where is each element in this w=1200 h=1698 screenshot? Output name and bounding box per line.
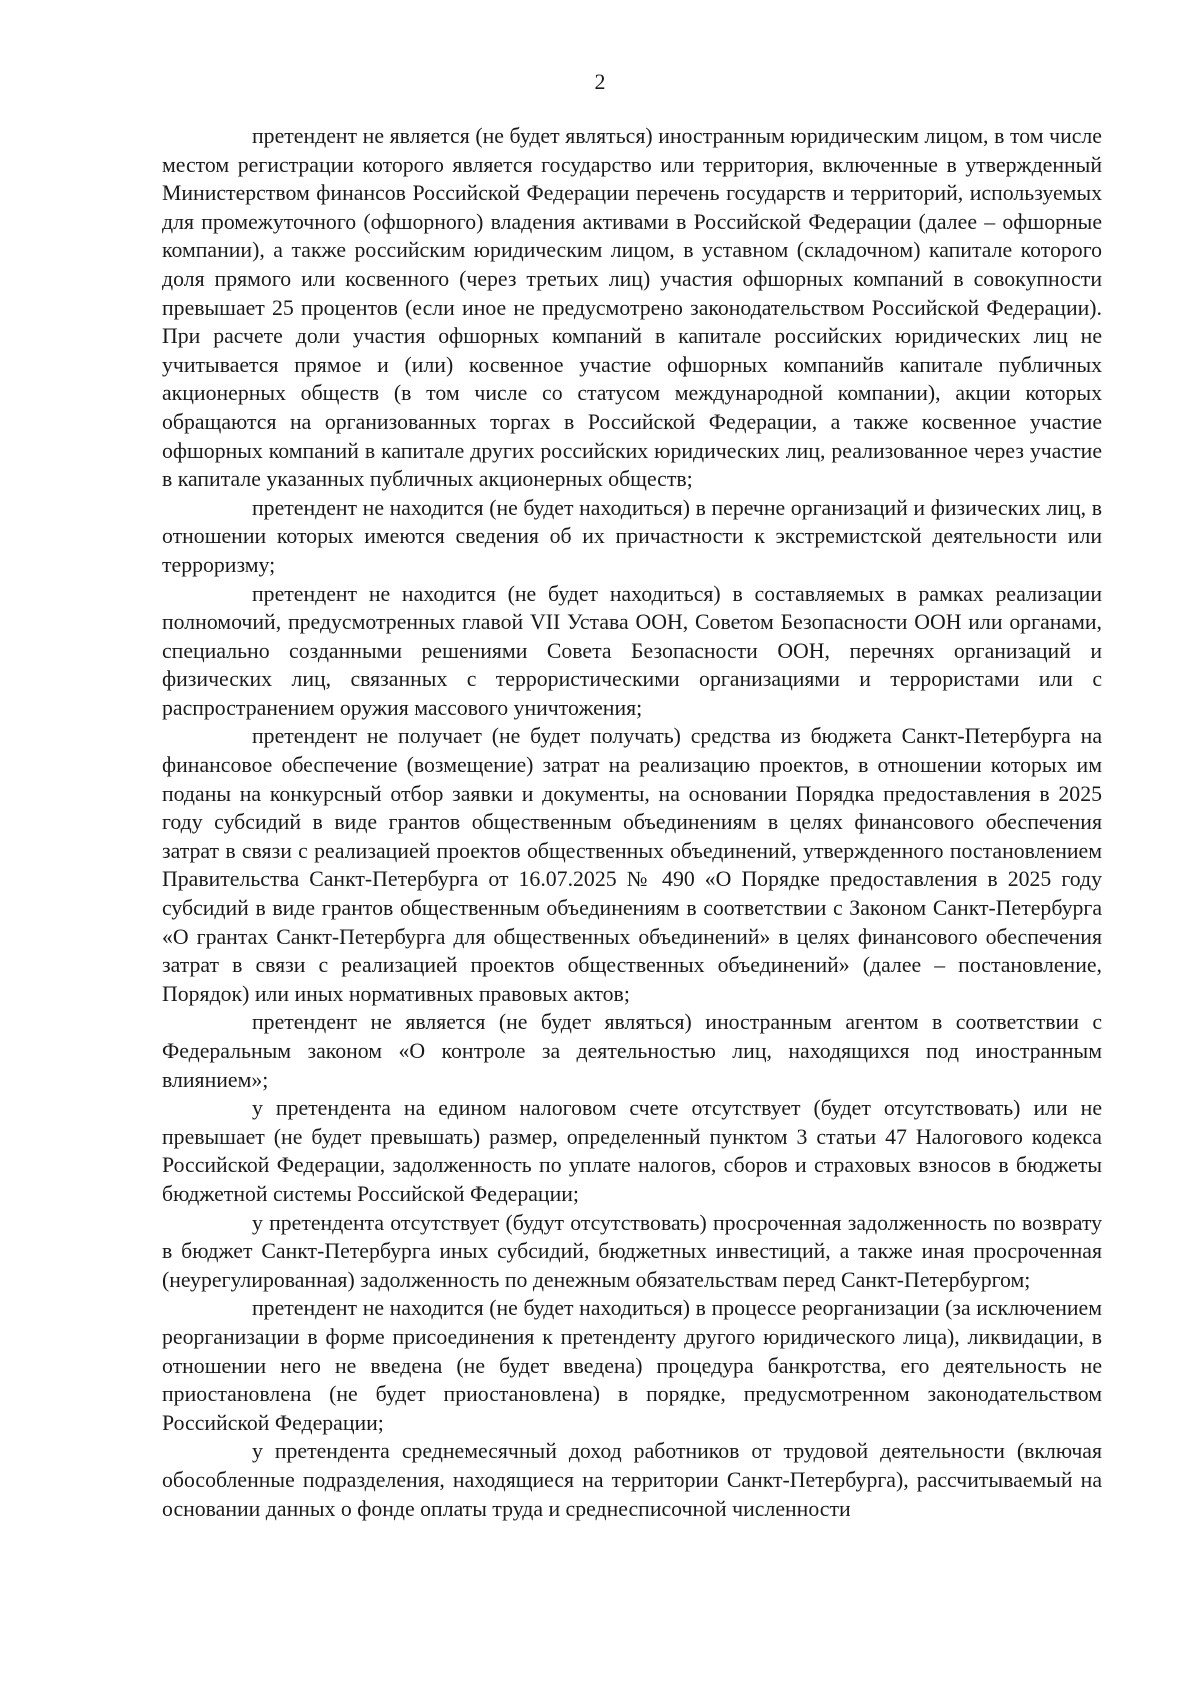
document-body <box>162 122 1102 1523</box>
paragraph-extremism-list: претендент не находится (не будет находиться) в перечне организаций и физических лиц, в отношении которых имеются сведения об их причастности к экстремистской деятельности или терроризму; <box>162 495 1102 577</box>
paragraph-offshore-status: претендент не является (не будет являться) иностранным юридическим лицом, в том числе местом регистрации которого является государство или территория, включенные в утвержденный Министерством финансов Российской Федерации перечень государств и территорий, используемых для промежуточного (офшорного) владения активами в Российской Федерации (далее – офшорные компании), а также российским юридическим лицом, в уставном (складочном) капитале которого доля прямого или косвенного (через третьих лиц) участия офшорных компаний в совокупности превышает 25 процентов (если иное не предусмотрено законодательством Российской Федерации). При расчете доли участия офшорных компаний в капитале российских юридических лиц не учитывается прямое и (или) косвенное участие офшорных компанийв капитале публичных акционерных обществ (в том числе со статусом международной компании), акции которых обращаются на организованных торгах в Российской Федерации, а также косвенное участие офшорных компаний в капитале других российских юридических лиц, реализованное через участие в капитале указанных публичных акционерных обществ; <box>162 124 1102 492</box>
paragraph-no-other-budget-funds: претендент не получает (не будет получать) средства из бюджета Санкт-Петербурга на финансовое обеспечение (возмещение) затрат на реализацию проектов, в отношении которых им поданы на конкурсный отбор заявки и документы, на основании Порядка предоставления в 2025 году субсидий в виде грантов общественным объединениям в целях финансового обеспечения затрат в связи с реализацией проектов общественных объединений, утвержденного постановлением Правительства Санкт-Петербурга от 16.07.2025 № 490 «О Порядке предоставления в 2025 году субсидий в виде грантов общественным объединениям в соответствии с Законом Санкт-Петербурга «О грантах Санкт-Петербурга для общественных объединений» в целях финансового обеспечения затрат в связи с реализацией проектов общественных объединений» (далее – постановление, Порядок) или иных нормативных правовых актов; <box>162 724 1102 1006</box>
paragraph-tax-debt: у претендента на едином налоговом счете отсутствует (будет отсутствовать) или не превышает (не будет превышать) размер, определенный пунктом 3 статьи 47 Налогового кодекса Российской Федерации, задолженность по уплате налогов, сборов и страховых взносов в бюджеты бюджетной системы Российской Федерации; <box>162 1096 1102 1206</box>
paragraph-overdue-debt: у претендента отсутствует (будут отсутствовать) просроченная задолженность по возврату в бюджет Санкт-Петербурга иных субсидий, бюджетных инвестиций, а также иная просроченная (неурегулированная) задолженность по денежным обязательствам перед Санкт-Петербургом; <box>162 1210 1102 1292</box>
paragraph-foreign-agent: претендент не является (не будет являться) иностранным агентом в соответствии с Федеральным законом «О контроле за деятельностью лиц, находящихся под иностранным влиянием»; <box>162 1010 1102 1092</box>
paragraph-average-income: у претендента среднемесячный доход работников от трудовой деятельности (включая обособленные подразделения, находящиеся на территории Санкт-Петербурга), рассчитываемый на основании данных о фонде оплаты труда и среднесписочной численности <box>162 1439 1102 1521</box>
paragraph-un-sanctions-list: претендент не находится (не будет находиться) в составляемых в рамках реализации полномочий, предусмотренных главой VII Устава ООН, Советом Безопасности ООН или органами, специально созданными решениями Совета Безопасности ООН, перечнях организаций и физических лиц, связанных с террористическими организациями и террористами или с распространением оружия массового уничтожения; <box>162 581 1102 720</box>
page-number: 2 <box>594 69 606 94</box>
paragraph-reorganization-bankruptcy: претендент не находится (не будет находиться) в процессе реорганизации (за исключением реорганизации в форме присоединения к претенденту другого юридического лица), ликвидации, в отношении него не введена (не будет введена) процедура банкротства, его деятельность не приостановлена (не будет приостановлена) в порядке, предусмотренном законодательством Российской Федерации; <box>162 1296 1102 1435</box>
